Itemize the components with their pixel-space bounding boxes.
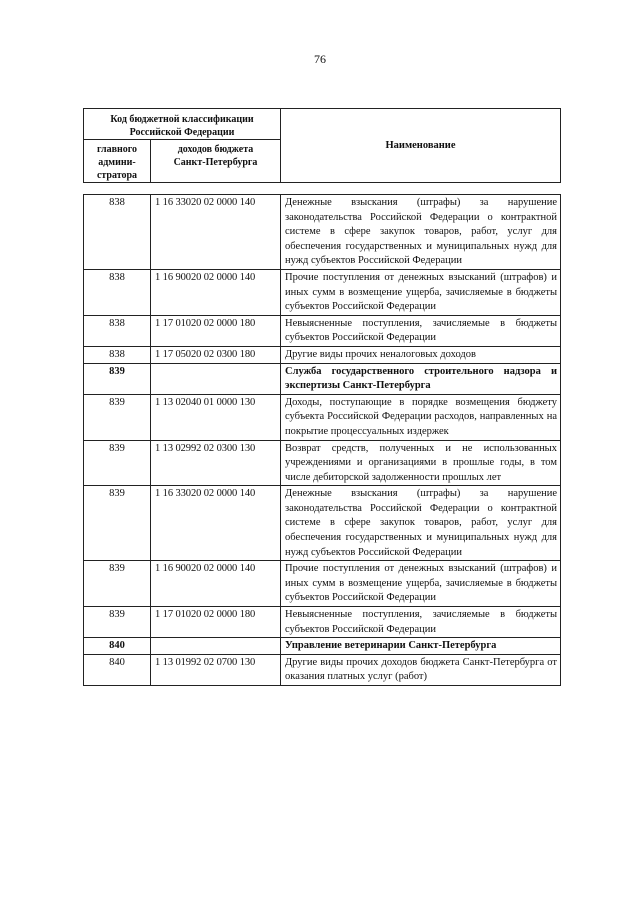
item-name: Возврат средств, полученных и не использованных учреждениями и организациями в прошлые годы, в том числе дебиторской задолженности прошлых лет — [281, 440, 561, 486]
admin-code: 838 — [84, 269, 151, 315]
item-name: Денежные взыскания (штрафы) за нарушение законодательства Российской Федерации о контрактной системе в сфере закупок товаров, работ, услуг для обеспечения государственных и муниципальных нужд для нужд субъектов Российской Федерации — [281, 195, 561, 270]
item-name: Прочие поступления от денежных взысканий (штрафов) и иных сумм в возмещение ущерба, зачисляемые в бюджеты субъектов Российской Федерации — [281, 269, 561, 315]
income-code: 1 16 33020 02 0000 140 — [151, 195, 281, 270]
item-name: Доходы, поступающие в порядке возмещения бюджету субъекта Российской Федерации расходов, направленных на покрытие процессуальных издержек — [281, 394, 561, 440]
admin-code: 838 — [84, 346, 151, 363]
item-name: Другие виды прочих доходов бюджета Санкт-Петербурга от оказания платных услуг (работ) — [281, 654, 561, 685]
table-row — [84, 269, 561, 315]
header-group-title: Код бюджетной классификации Российской Федерации — [84, 109, 281, 140]
item-name: Прочие поступления от денежных взысканий (штрафов) и иных сумм в возмещение ущерба, зачисляемые в бюджеты субъектов Российской Федерации — [281, 561, 561, 607]
header-col-income: доходов бюджета Санкт-Петербурга — [151, 140, 281, 183]
table-row — [84, 654, 561, 685]
income-code — [151, 638, 281, 655]
table-row — [84, 440, 561, 486]
income-code: 1 17 05020 02 0300 180 — [151, 346, 281, 363]
item-name: Невыясненные поступления, зачисляемые в бюджеты субъектов Российской Федерации — [281, 315, 561, 346]
table-row-section — [84, 638, 561, 655]
admin-code: 839 — [84, 561, 151, 607]
income-code: 1 13 01992 02 0700 130 — [151, 654, 281, 685]
table-row — [84, 346, 561, 363]
admin-code: 839 — [84, 607, 151, 638]
income-code: 1 16 90020 02 0000 140 — [151, 561, 281, 607]
page-number: 76 — [314, 52, 326, 66]
income-code: 1 13 02992 02 0300 130 — [151, 440, 281, 486]
item-name: Невыясненные поступления, зачисляемые в бюджеты субъектов Российской Федерации — [281, 607, 561, 638]
table-row — [84, 195, 561, 270]
header-name: Наименование — [281, 109, 561, 183]
admin-code: 839 — [84, 363, 151, 394]
admin-code: 838 — [84, 315, 151, 346]
income-code: 1 13 02040 01 0000 130 — [151, 394, 281, 440]
item-name: Денежные взыскания (штрафы) за нарушение законодательства Российской Федерации о контрактной системе в сфере закупок товаров, работ, услуг для обеспечения государственных и муниципальных нужд для нужд субъектов Российской Федерации — [281, 486, 561, 561]
admin-code: 840 — [84, 654, 151, 685]
income-code — [151, 363, 281, 394]
admin-code: 838 — [84, 195, 151, 270]
admin-code: 839 — [84, 486, 151, 561]
table-row — [84, 486, 561, 561]
table-row — [84, 315, 561, 346]
section-title: Служба государственного строительного надзора и экспертизы Санкт-Петербурга — [281, 363, 561, 394]
table-row — [84, 561, 561, 607]
header-col-admin: главного админи-стратора — [84, 140, 151, 183]
table-row-section — [84, 363, 561, 394]
income-code: 1 16 33020 02 0000 140 — [151, 486, 281, 561]
item-name: Другие виды прочих неналоговых доходов — [281, 346, 561, 363]
income-code: 1 17 01020 02 0000 180 — [151, 607, 281, 638]
admin-code: 839 — [84, 394, 151, 440]
table-row — [84, 607, 561, 638]
admin-code: 840 — [84, 638, 151, 655]
table-header — [83, 108, 561, 183]
income-code: 1 17 01020 02 0000 180 — [151, 315, 281, 346]
table-row — [84, 394, 561, 440]
admin-code: 839 — [84, 440, 151, 486]
income-code: 1 16 90020 02 0000 140 — [151, 269, 281, 315]
section-title: Управление ветеринарии Санкт-Петербурга — [281, 638, 561, 655]
budget-table — [83, 194, 561, 686]
